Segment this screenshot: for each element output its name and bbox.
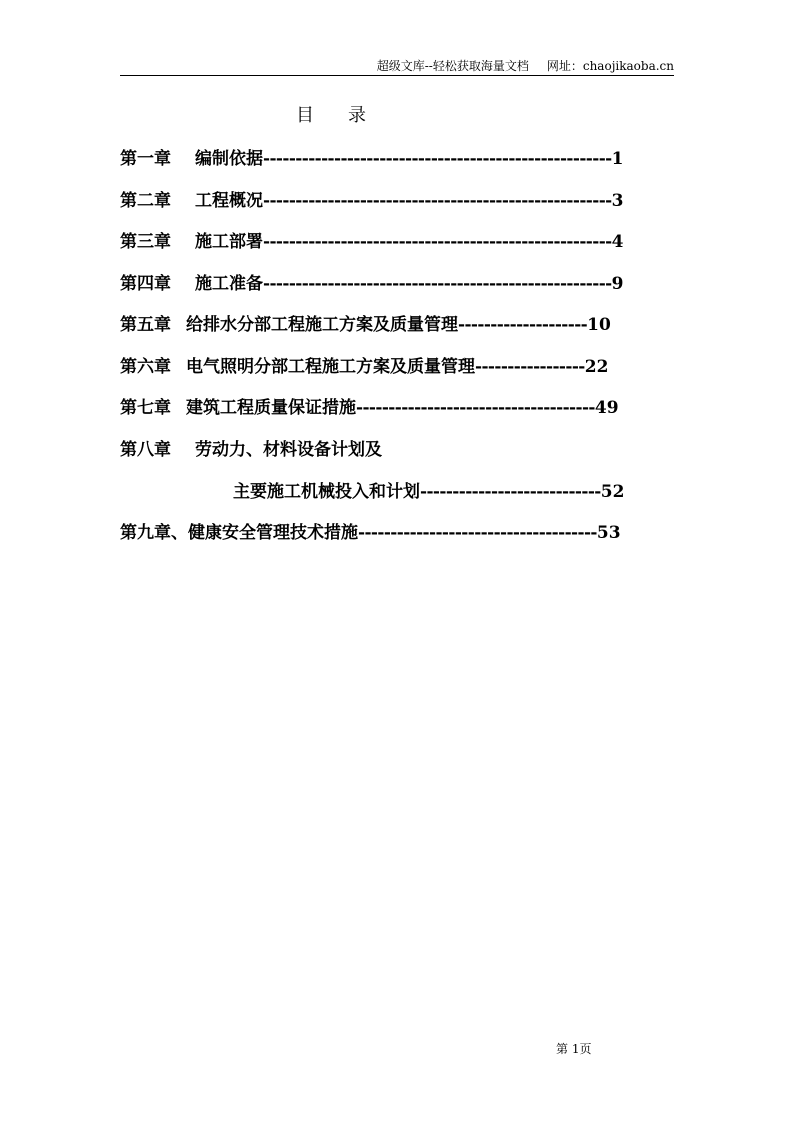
page-header: [120, 58, 674, 74]
toc-page-number: 1: [611, 149, 624, 169]
toc-page-number: 4: [611, 232, 624, 252]
header-divider: [120, 75, 674, 76]
toc-entry-chapter-6: [120, 356, 608, 378]
toc-entry-title: 健康安全管理技术措施: [188, 523, 358, 543]
toc-leader: ----------------------------: [420, 482, 601, 502]
toc-entry-chapter-8: [120, 439, 382, 461]
toc-page-number: 52: [600, 482, 625, 502]
toc-entry-chapter-7: [120, 397, 619, 419]
toc-entry-title: 给排水分部工程施工方案及质量管理: [186, 315, 458, 335]
toc-entry-title: 编制依据: [195, 149, 263, 169]
toc-page-number: 3: [611, 191, 624, 211]
toc-page-number: 10: [587, 315, 611, 335]
toc-page-number: 49: [594, 398, 619, 418]
toc-entry-chapter-4: [120, 273, 623, 295]
toc-entry-chapter-1: [120, 148, 623, 170]
toc-entry-chapter-8-continued: [233, 481, 624, 503]
toc-entry-chapter-2: [120, 190, 623, 212]
toc-entry-title: 工程概况: [195, 191, 263, 211]
toc-entry-chapter-9: [120, 522, 621, 544]
toc-chapter-label: 第五章: [120, 315, 171, 335]
toc-title: [296, 104, 366, 128]
toc-page-number: 9: [611, 274, 624, 294]
toc-title-char-2: 录: [348, 105, 366, 126]
header-site-name: 超级文库--轻松获取海量文档: [376, 59, 529, 73]
toc-entry-title: 施工部署: [195, 232, 263, 252]
toc-entry-title: 劳动力、材料设备计划及: [195, 440, 382, 460]
toc-entry-title: 施工准备: [195, 274, 263, 294]
toc-leader: --------------------: [458, 315, 588, 335]
toc-title-char-1: 目: [296, 105, 314, 126]
toc-chapter-label: 第六章: [120, 357, 171, 377]
toc-leader: -------------------------------------: [356, 398, 595, 418]
toc-leader: -----------------: [475, 357, 585, 377]
toc-page-number: 22: [584, 357, 609, 377]
toc-chapter-label: 第七章: [120, 398, 171, 418]
toc-entry-title: 电气照明分部工程施工方案及质量管理: [186, 357, 475, 377]
toc-entry-title: 建筑工程质量保证措施: [186, 398, 356, 418]
toc-chapter-label: 第九章、: [120, 523, 188, 543]
toc-leader: ------------------------------------------------------: [263, 274, 612, 294]
toc-chapter-label: 第二章: [120, 191, 171, 211]
toc-chapter-label: 第四章: [120, 274, 171, 294]
toc-chapter-label: 第一章: [120, 149, 171, 169]
toc-leader: -------------------------------------: [358, 523, 597, 543]
page-number-footer: 第 1页: [556, 1042, 592, 1056]
header-url: 网址：chaojikaoba.cn: [546, 59, 674, 73]
toc-leader: ------------------------------------------------------: [263, 232, 612, 252]
toc-entry-title: 主要施工机械投入和计划: [233, 482, 420, 502]
toc-page-number: 53: [596, 523, 621, 543]
toc-leader: ------------------------------------------------------: [263, 191, 612, 211]
toc-leader: ------------------------------------------------------: [263, 149, 612, 169]
toc-chapter-label: 第八章: [120, 440, 171, 460]
toc-entry-chapter-5: [120, 314, 611, 336]
toc-entry-chapter-3: [120, 231, 623, 253]
toc-chapter-label: 第三章: [120, 232, 171, 252]
